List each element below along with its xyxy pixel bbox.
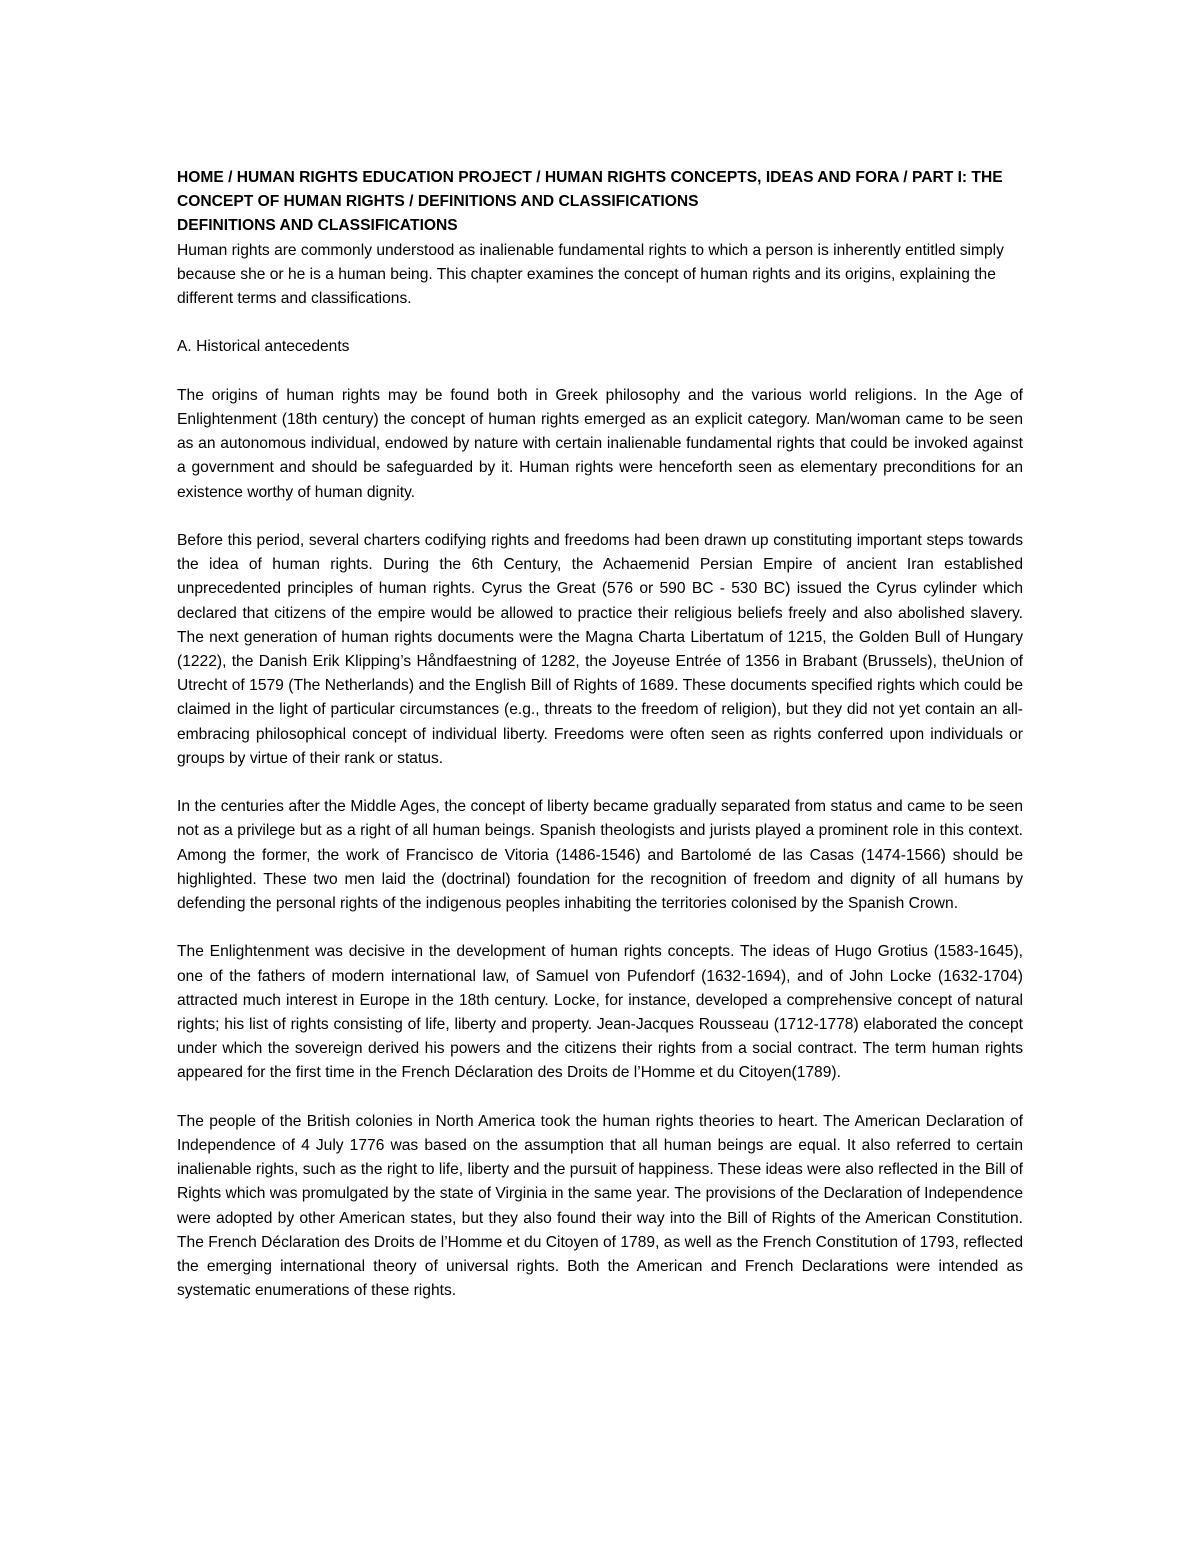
body-paragraph-5: The people of the British colonies in North America took the human rights theories to heart. The American Declaration of Independence of 4 July 1776 was based on the assumption that all human beings are equal. It also referred to certain inalienable rights, such as the right to life, liberty and the pursuit of happiness. These ideas were also reflected in the Bill of Rights which was promulgated by the state of Virginia in the same year. The provisions of the Declaration of Independence were adopted by other American states, but they also found their way into the Bill of Rights of the American Constitution. The French Déclaration des Droits de l’Homme et du Citoyen of 1789, as well as the French Constitution of 1793, reflected the emerging international theory of universal rights. Both the American and French Declarations were intended as systematic enumerations of these rights.	[177, 1112, 1023, 1300]
section-heading: A. Historical antecedents	[177, 338, 350, 356]
intro-paragraph: Human rights are commonly understood as inalienable fundamental rights to which a person is inherently entitled simply because she or he is a human being. This chapter examines the concept of human rights and its origins, explaining the different terms and classifications.	[177, 241, 1004, 308]
body-paragraph-1: The origins of human rights may be found both in Greek philosophy and the various world religions. In the Age of Enlightenment (18th century) the concept of human rights emerged as an explicit category. Man/woman came to be seen as an autonomous individual, endowed by nature with certain inalienable fundamental rights that could be invoked against a government and should be safeguarded by it. Human rights were henceforth seen as elementary preconditions for an existence worthy of human dignity.	[177, 386, 1023, 501]
body-paragraph-3: In the centuries after the Middle Ages, the concept of liberty became gradually separated from status and came to be seen not as a privilege but as a right of all human beings. Spanish theologists and jurists played a prominent role in this context. Among the former, the work of Francisco de Vitoria (1486-1546) and Bartolomé de las Casas (1474-1566) should be highlighted. These two men laid the (doctrinal) foundation for the recognition of freedom and dignity of all humans by defending the personal rights of the indigenous peoples inhabiting the territories colonised by the Spanish Crown.	[177, 798, 1023, 913]
page-title: DEFINITIONS AND CLASSIFICATIONS	[177, 217, 458, 235]
document-page	[177, 166, 1023, 1328]
body-paragraph-4: The Enlightenment was decisive in the development of human rights concepts. The ideas of Hugo Grotius (1583-1645), one of the fathers of modern international law, of Samuel von Pufendorf (1632-1694), and of John Locke (1632-1704) attracted much interest in Europe in the 18th century. Locke, for instance, developed a comprehensive concept of natural rights; his list of rights consisting of life, liberty and property. Jean-Jacques Rousseau (1712-1778) elaborated the concept under which the sovereign derived his powers and the citizens their rights from a social contract. The term human rights appeared for the first time in the French Déclaration des Droits de l’Homme et du Citoyen(1789).	[177, 943, 1023, 1082]
breadcrumb: HOME / HUMAN RIGHTS EDUCATION PROJECT / HUMAN RIGHTS CONCEPTS, IDEAS AND FORA / PART I: THE CONCEPT OF HUMAN RIGHTS / DEFINITIONS AND CLASSIFICATIONS	[177, 169, 1003, 211]
body-paragraph-2: Before this period, several charters codifying rights and freedoms had been drawn up constituting important steps towards the idea of human rights. During the 6th Century, the Achaemenid Persian Empire of ancient Iran established unprecedented principles of human rights. Cyrus the Great (576 or 590 BC - 530 BC) issued the Cyrus cylinder which declared that citizens of the empire would be allowed to practice their religious beliefs freely and also abolished slavery. The next generation of human rights documents were the Magna Charta Libertatum of 1215, the Golden Bull of Hungary (1222), the Danish Erik Klipping’s Håndfaestning of 1282, the Joyeuse Entrée of 1356 in Brabant (Brussels), theUnion of Utrecht of 1579 (The Netherlands) and the English Bill of Rights of 1689. These documents specified rights which could be claimed in the light of particular circumstances (e.g., threats to the freedom of religion), but they did not yet contain an all-embracing philosophical concept of individual liberty. Freedoms were often seen as rights conferred upon individuals or groups by virtue of their rank or status.	[177, 532, 1023, 767]
